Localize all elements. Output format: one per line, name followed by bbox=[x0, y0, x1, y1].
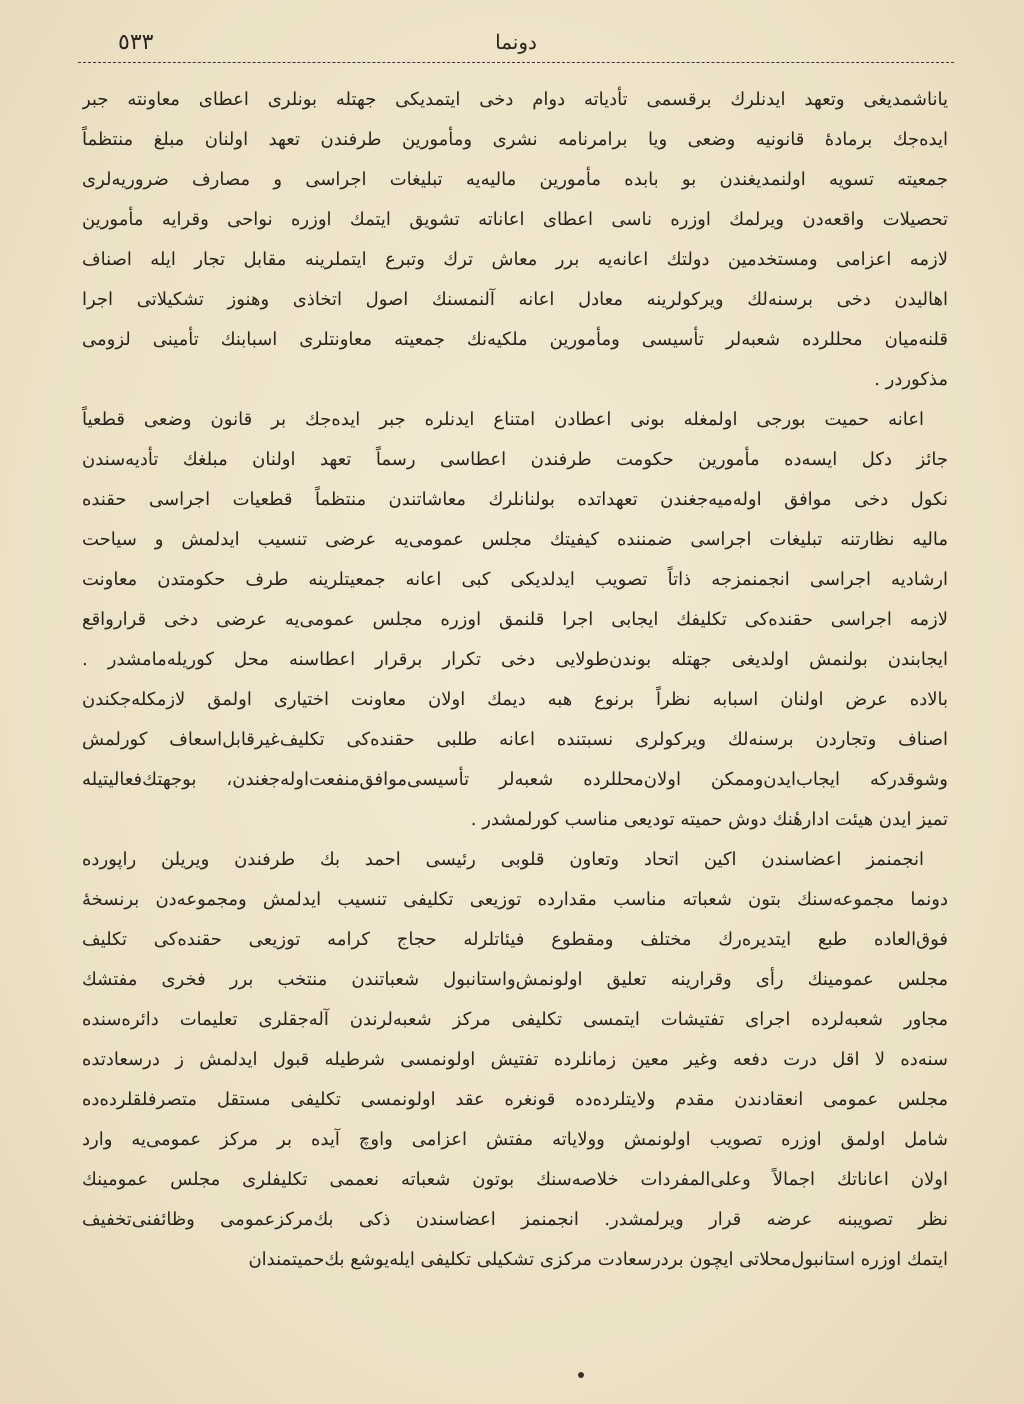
text-line: اصناف وتجاردن برسنه‌لك ویرکولری نسبتنده اعانه طلبی حقنده‌کی تکلیف‌غیرقابل‌اسعاف کورلمش bbox=[82, 729, 948, 750]
text-line: جائز دکل ایسه‌ده مأمورین حکومت طرفندن اعطاسی رسماً تعهد اولنان مبلغك تأدیه‌سندن bbox=[82, 449, 948, 470]
text-line: جمعیته تسویه اولنمدیغندن بو بابده مأمورین مالیه‌یه تبلیغات اجراسی و مصارف ضروریه‌لری bbox=[82, 169, 948, 190]
paragraph bbox=[82, 80, 948, 400]
text-line: اولان اعاناتك اجمالاً وعلی‌المفردات خلاصه‌سنك بوتون شعباته نعممی تکلیفلری مجلس عمومینك bbox=[82, 1169, 948, 1190]
text-line: لازمه اجراسی حقنده‌کی تکلیفك ایجابی اجرا قلنمق اوزره مجلس عمومی‌یه عرضی دخی قرارواقع bbox=[82, 609, 948, 630]
text-line: انجمنمز اعضاسندن اکین اتحاد وتعاون قلوبی رئیسی احمد بك طرفندن ویریلن راپورده bbox=[82, 849, 924, 870]
text-line: فوق‌العاده طبع ایتدیره‌رك مختلف ومقطوع فیئاتلرله حجاج کرامه توزیعی حقنده‌کی تکلیف bbox=[82, 929, 948, 950]
page-number: ٥٣٣ bbox=[118, 30, 154, 55]
text-line: دونما مجموعه‌سنك بتون شعباته مناسب مقدارده توزیعی تکلیفی تنسیب ایدلمش ومجموعه‌دن برنسخهٔ bbox=[82, 889, 948, 910]
text-line: تمیز ایدن هیئت ادارهٔنك دوش حمیته تودیعی مناسب کورلمشدر . bbox=[470, 809, 948, 830]
text-line: بالاده عرض اولنان اسبابه نظراً برنوع هبه دیمك اولان معاونت اختیاری اولمق لازمکله‌جکندن bbox=[82, 689, 948, 710]
text-line: لازمه اعزامی ومستخدمین دولتك اعانه‌یه برر معاش ترك وتبرع ایتملرینه مقابل تجار ایله اصناف bbox=[82, 249, 948, 270]
text-line: مجاور شعبه‌لرده اجرای تفتیشات ایتمسی تکلیفی مرکز شعبه‌لرندن آله‌جقلری تعلیمات دائره‌سنده bbox=[82, 1009, 948, 1030]
text-line: مجلس عمومینك رأی وقرارینه تعلیق اولونمش‌واستانبول شعباتندن منتخب برر فخری مفتشك bbox=[82, 969, 948, 990]
text-line: قلنه‌میان محللرده شعبه‌لر تأسیسی ومأمورین ملکیه‌نك جمعیته معاونتلری اسبابنك تأمینی لزومی bbox=[82, 329, 948, 350]
paragraph bbox=[82, 840, 948, 1280]
text-line: اعانه حمیت بورجی اولمغله بونی اعطادن امتناع ایدنلره جبر ایده‌جك بر قانون وضعی قطعیاً bbox=[82, 409, 924, 430]
text-line: مجلس عمومی انعقادندن مقدم ولایتلرده‌ده قونغره عقد اولونمسی تکلیفی مستقل متصرفلقلرده‌ده bbox=[82, 1089, 948, 1110]
footer-dot bbox=[578, 1372, 584, 1378]
text-line: اهالیدن دخی برسنه‌لك ویرکولرینه معادل اعانه آلنمسنك اصول اتخاذی وهنوز تشکیلاتی اجرا bbox=[82, 289, 948, 310]
page-header bbox=[78, 26, 954, 62]
text-line: مذکوردر . bbox=[874, 369, 948, 390]
text-line: سنه‌ده لا اقل درت دفعه وغیر معین زمانلرده تفتیش اولونمسی شرطیله قبول ایدلمش ز درسعادتده bbox=[82, 1049, 948, 1070]
text-line: تحصیلات واقعه‌دن ویرلمك اوزره ناسی اعطای اعاناته تشویق ایتمك اوزره نواحی وقرایه مأمورین bbox=[82, 209, 948, 230]
text-line: ایده‌جك برمادهٔ قانونیه وضعی ویا برامرنامه نشری ومأمورین طرفندن تعهد اولنان مبلغ منتظماً bbox=[82, 129, 948, 150]
body-text bbox=[82, 80, 948, 1280]
text-line: نظر تصویبنه عرضه قرار ویرلمشدر. انجمنمز اعضاسندن ذکی بك‌مرکزعمومی وظائفنی‌تخفیف bbox=[82, 1209, 948, 1230]
text-line: مالیه نظارتنه تبلیغات اجراسی ضمننده کیفیتك مجلس عمومی‌یه عرضی تنسیب ایدلمش و سیاحت bbox=[82, 529, 948, 550]
text-line: ایتمك اوزره استانبول‌محلاتی ایچون بردرسعادت مرکزی تشکیلی تکلیفی ایله‌یوشع بك‌حمیتمندان bbox=[248, 1249, 948, 1270]
text-line: ارشادیه اجراسی انجمنمزجه ذاتاً تصویب ایدلدیکی کبی اعانه جمعیتلرینه طرف حکومتدن معاونت bbox=[82, 569, 948, 590]
text-line: یاناشمدیغی وتعهد ایدنلرك برقسمی تأدیاته دوام دخی ایتمدیکی جهتله بونلری اعطای معاونته جبر bbox=[82, 89, 948, 110]
running-title: دونما bbox=[495, 30, 537, 54]
text-line: ایجابندن بولنمش اولدیغی جهتله بوندن‌طولایی دخی تکرار برقرار اعطاسنه محل کوریله‌مامشدر . bbox=[82, 649, 948, 670]
text-line: نکول دخی موافق اوله‌میه‌جغندن تعهداتده بولنانلرك معاشاتندن منتظماً قطعیات اجراسی حقنده bbox=[82, 489, 948, 510]
text-line: وشوقدرکه ایجاب‌ایدن‌وممکن اولان‌محللرده شعبه‌لر تأسیسی‌موافق‌منفعت‌اوله‌جغندن، بوجهتك‌فعالیتیله bbox=[82, 769, 948, 790]
paragraph bbox=[82, 400, 948, 840]
header-divider bbox=[78, 62, 954, 67]
text-line: شامل اولمق اوزره تصویب اولونمش وولایاته مفتش اعزامی واوچ آیده بر مرکز عمومی‌یه وارد bbox=[82, 1129, 948, 1150]
